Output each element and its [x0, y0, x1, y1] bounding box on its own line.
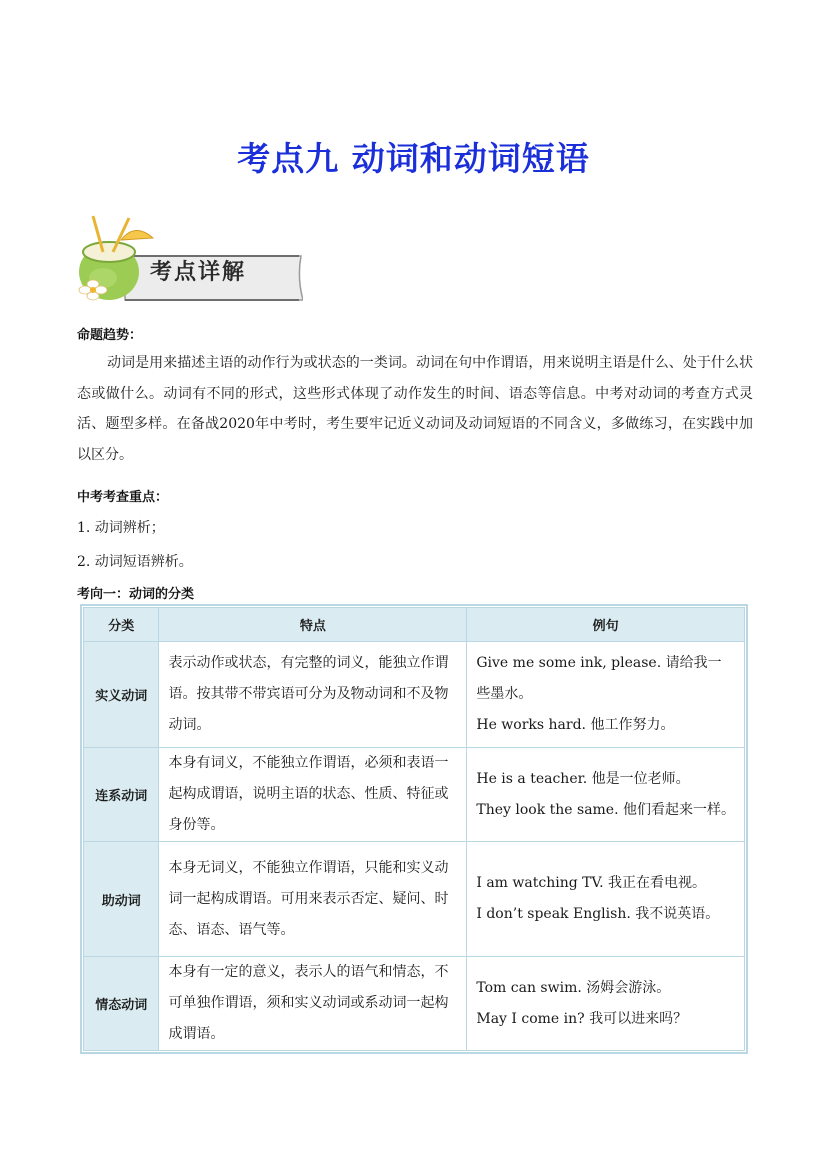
table-row [84, 642, 745, 748]
header-category: 分类 [84, 608, 159, 642]
focus-label: 中考考查重点： [77, 490, 169, 505]
example-sentence: I don’t speak English. 我不说英语。 [476, 906, 720, 922]
example-sentence: Give me some ink, please. 请给我一些墨水。 [476, 655, 722, 702]
example-sentence: I am watching TV. 我正在看电视。 [476, 875, 707, 891]
example-sentence: He is a teacher. 他是一位老师。 [476, 770, 690, 787]
trend-paragraph: 动词是用来描述主语的动作行为或状态的一类词。动词在句中作谓语，用来说明主语是什么、处于什么状态或做什么。动词有不同的形式，这些形式体现了动作发生的时间、语态等信息。中考对动词的考查方式灵活、题型多样。在备战2020年中考时，考生要牢记近义动词及动词短语的不同含义，多做练习，在实践中加以区分。 [77, 355, 753, 463]
row-category: 实义动词 [84, 642, 159, 748]
row-feature: 本身有词义，不能独立作谓语，必须和表语一起构成谓语，说明主语的状态、性质、特征或身份等。 [159, 748, 467, 842]
row-examples [467, 748, 745, 842]
example-sentence: May I come in? 我可以进来吗？ [476, 1010, 688, 1027]
direction-label: 考向一：动词的分类 [77, 587, 195, 602]
table-row [84, 957, 745, 1051]
row-category: 助动词 [84, 842, 159, 957]
focus-item: 2. 动词短语辨析。 [77, 554, 193, 570]
table-row [84, 748, 745, 842]
row-feature: 表示动作或状态，有完整的词义，能独立作谓语。按其带不带宾语可分为及物动词和不及物动词。 [159, 642, 467, 748]
row-examples [467, 642, 745, 748]
trend-label: 命题趋势： [77, 328, 143, 343]
example-sentence: Tom can swim. 汤姆会游泳。 [476, 979, 671, 996]
table-header-row [84, 608, 745, 642]
section-badge-label: 考点详解 [150, 260, 247, 285]
verb-classification-table [83, 607, 745, 1051]
row-category: 连系动词 [84, 748, 159, 842]
example-sentence: They look the same. 他们看起来一样。 [476, 801, 735, 818]
row-feature: 本身有一定的意义，表示人的语气和情态，不可单独作谓语，须和实义动词或系动词一起构成谓语。 [159, 957, 467, 1051]
row-examples [467, 842, 745, 957]
table-row [84, 842, 745, 957]
row-category: 情态动词 [84, 957, 159, 1051]
header-feature: 特点 [159, 608, 467, 642]
page-title: 考点九 动词和动词短语 [237, 139, 590, 178]
row-feature: 本身无词义，不能独立作谓语，只能和实义动词一起构成谓语。可用来表示否定、疑问、时态、语态、语气等。 [159, 842, 467, 957]
example-sentence: He works hard. 他工作努力。 [476, 717, 675, 733]
header-example: 例句 [467, 608, 745, 642]
focus-item: 1. 动词辨析； [77, 520, 165, 536]
row-examples [467, 957, 745, 1051]
